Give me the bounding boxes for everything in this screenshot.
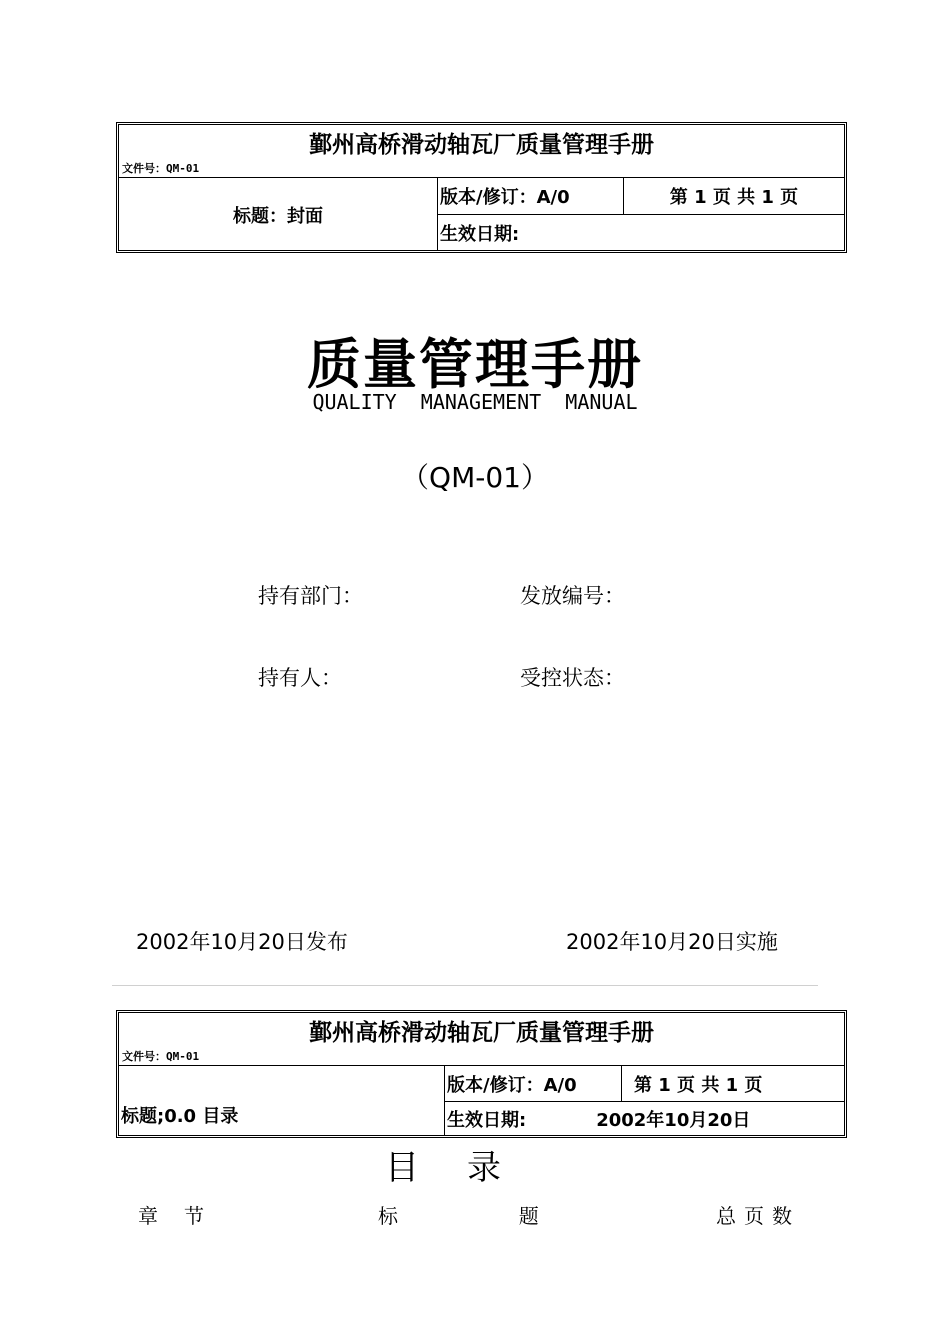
header-title-row <box>119 125 844 178</box>
version-revision: 版本/修订：A/0 <box>445 1066 622 1101</box>
implementation-date: 2002年10月20日实施 <box>566 930 778 954</box>
toc-column-total-pages: 总页数 <box>716 1204 800 1228</box>
page-count: 第 1 页 共 1 页 <box>634 1074 763 1096</box>
header-meta-top <box>438 178 844 215</box>
company-manual-title: 鄞州高桥滑动轴瓦厂质量管理手册 <box>309 1020 654 1046</box>
page1-header-table <box>116 122 847 253</box>
toc-column-chapter: 章节 <box>138 1204 230 1228</box>
cover-title: 质量管理手册 <box>307 333 643 396</box>
header-info-row <box>119 1066 844 1136</box>
header-subject <box>119 1066 445 1136</box>
cover-manual-code: （QM-01） <box>401 461 549 494</box>
subject-text: 标题：封面 <box>233 205 323 227</box>
toc-title: 目录 <box>385 1148 549 1188</box>
subject-text: 标题;0.0 目录 <box>121 1106 239 1127</box>
header-subject <box>119 178 438 251</box>
issue-number-label: 发放编号： <box>520 584 625 608</box>
effective-date-label: 生效日期: <box>447 1110 527 1131</box>
toc-column-title: 标 题 <box>378 1204 575 1228</box>
header-meta <box>445 1066 844 1136</box>
document-number: 文件号：QM-01 <box>122 162 200 175</box>
effective-date-value: 2002年10月20日 <box>596 1110 751 1131</box>
control-status-label: 受控状态： <box>520 666 625 690</box>
holder-department-label: 持有部门： <box>258 584 363 608</box>
header-title-row <box>119 1013 844 1066</box>
company-manual-title: 鄞州高桥滑动轴瓦厂质量管理手册 <box>309 132 654 158</box>
release-date: 2002年10月20日发布 <box>136 930 348 954</box>
holder-label: 持有人： <box>258 666 342 690</box>
page-divider <box>112 985 818 986</box>
document-number: 文件号：QM-01 <box>122 1050 200 1063</box>
cover-english-title: QUALITY MANAGEMENT MANUAL <box>312 390 638 414</box>
page-count: 第 1 页 共 1 页 <box>669 187 799 208</box>
version-revision: 版本/修订：A/0 <box>438 178 624 214</box>
effective-date-label: 生效日期: <box>440 224 520 245</box>
effective-date-row <box>438 215 844 251</box>
header-meta <box>438 178 844 251</box>
effective-date-row <box>445 1102 844 1136</box>
header-meta-top <box>445 1066 844 1102</box>
page2-header-table <box>116 1010 847 1138</box>
header-info-row <box>119 178 844 251</box>
